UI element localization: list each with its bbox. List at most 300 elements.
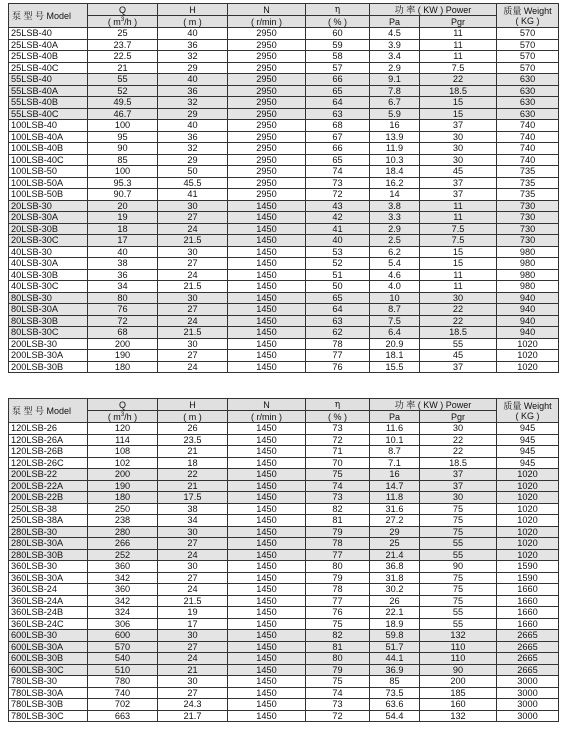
cell-flow: 540	[88, 653, 158, 665]
cell-model: 200LSB-30	[9, 338, 88, 350]
cell-head: 27	[158, 350, 228, 362]
cell-head: 36	[158, 131, 228, 143]
cell-flow: 780	[88, 676, 158, 688]
cell-efficiency: 53	[306, 246, 370, 258]
cell-efficiency: 79	[306, 664, 370, 676]
cell-flow: 324	[88, 607, 158, 619]
cell-speed: 2950	[228, 39, 306, 51]
cell-efficiency: 77	[306, 595, 370, 607]
cell-power-pgr: 15	[420, 97, 497, 109]
cell-power-pgr: 7.5	[420, 62, 497, 74]
cell-model: 80LSB-30C	[9, 327, 88, 339]
cell-weight: 980	[497, 281, 559, 293]
cell-power-pgr: 55	[420, 607, 497, 619]
cell-weight: 570	[497, 51, 559, 63]
cell-speed: 1450	[228, 641, 306, 653]
cell-model: 360LSB-24A	[9, 595, 88, 607]
cell-model: 20LSB-30B	[9, 223, 88, 235]
cell-flow: 342	[88, 572, 158, 584]
table-row	[9, 51, 559, 63]
cell-head: 24	[158, 315, 228, 327]
cell-power-pa: 29	[370, 526, 420, 538]
cell-power-pa: 5.9	[370, 108, 420, 120]
table-row	[9, 315, 559, 327]
cell-power-pa: 14.7	[370, 480, 420, 492]
cell-flow: 510	[88, 664, 158, 676]
cell-power-pa: 8.7	[370, 304, 420, 316]
cell-model: 55LSB-40C	[9, 108, 88, 120]
cell-model: 100LSB-50	[9, 166, 88, 178]
cell-flow: 342	[88, 595, 158, 607]
cell-speed: 1450	[228, 699, 306, 711]
cell-weight: 2665	[497, 641, 559, 653]
cell-efficiency: 74	[306, 166, 370, 178]
cell-speed: 2950	[228, 97, 306, 109]
cell-power-pa: 63.6	[370, 699, 420, 711]
cell-head: 17.5	[158, 492, 228, 504]
col-header-weight	[497, 4, 559, 28]
cell-power-pa: 2.9	[370, 223, 420, 235]
cell-power-pgr: 37	[420, 480, 497, 492]
cell-power-pgr: 22	[420, 434, 497, 446]
col-header-pa	[370, 16, 420, 28]
cell-efficiency: 65	[306, 154, 370, 166]
cell-flow: 68	[88, 327, 158, 339]
table-row	[9, 166, 559, 178]
cell-power-pa: 16	[370, 120, 420, 132]
cell-power-pgr: 22	[420, 315, 497, 327]
cell-model: 360LSB-24C	[9, 618, 88, 630]
cell-weight: 1020	[497, 538, 559, 550]
cell-model: 280LSB-30A	[9, 538, 88, 550]
cell-efficiency: 73	[306, 423, 370, 435]
header-text: H	[189, 4, 196, 15]
cell-weight: 1660	[497, 607, 559, 619]
cell-head: 18	[158, 457, 228, 469]
cell-head: 21.5	[158, 235, 228, 247]
table-row	[9, 618, 559, 630]
cell-head: 29	[158, 108, 228, 120]
cell-model: 40LSB-30C	[9, 281, 88, 293]
cell-efficiency: 66	[306, 74, 370, 86]
cell-weight: 980	[497, 258, 559, 270]
cell-weight: 740	[497, 120, 559, 132]
cell-efficiency: 52	[306, 258, 370, 270]
cell-efficiency: 66	[306, 143, 370, 155]
cell-speed: 1450	[228, 292, 306, 304]
cell-weight: 945	[497, 423, 559, 435]
cell-weight: 1020	[497, 515, 559, 527]
cell-head: 24	[158, 361, 228, 373]
cell-efficiency: 62	[306, 327, 370, 339]
cell-efficiency: 64	[306, 97, 370, 109]
cell-model: 200LSB-30A	[9, 350, 88, 362]
table-row	[9, 223, 559, 235]
cell-efficiency: 75	[306, 469, 370, 481]
cell-power-pa: 31.6	[370, 503, 420, 515]
cell-power-pa: 18.9	[370, 618, 420, 630]
cell-power-pa: 36.8	[370, 561, 420, 573]
cell-flow: 250	[88, 503, 158, 515]
cell-efficiency: 81	[306, 641, 370, 653]
cell-power-pgr: 37	[420, 177, 497, 189]
table-row	[9, 143, 559, 155]
table-row	[9, 189, 559, 201]
cell-model: 120LSB-26B	[9, 446, 88, 458]
cell-head: 50	[158, 166, 228, 178]
cell-weight: 1660	[497, 584, 559, 596]
cell-model: 40LSB-30	[9, 246, 88, 258]
header-text: Pgr	[451, 16, 466, 27]
cell-efficiency: 79	[306, 572, 370, 584]
cell-power-pa: 7.8	[370, 85, 420, 97]
cell-head: 30	[158, 561, 228, 573]
cell-flow: 280	[88, 526, 158, 538]
col-header-pgr	[420, 16, 497, 28]
cell-power-pa: 14	[370, 189, 420, 201]
cell-power-pa: 18.1	[370, 350, 420, 362]
cell-power-pgr: 110	[420, 641, 497, 653]
cell-head: 30	[158, 292, 228, 304]
cell-weight: 730	[497, 212, 559, 224]
cell-power-pa: 6.2	[370, 246, 420, 258]
cell-weight: 740	[497, 154, 559, 166]
cell-flow: 18	[88, 223, 158, 235]
cell-model: 250LSB-38A	[9, 515, 88, 527]
cell-power-pgr: 75	[420, 503, 497, 515]
cell-flow: 252	[88, 549, 158, 561]
col-header-h	[158, 4, 228, 16]
col-header-q	[88, 399, 158, 411]
cell-power-pgr: 37	[420, 189, 497, 201]
cell-flow: 76	[88, 304, 158, 316]
cell-flow: 570	[88, 641, 158, 653]
cell-speed: 1450	[228, 350, 306, 362]
table-row	[9, 515, 559, 527]
cell-model: 100LSB-40	[9, 120, 88, 132]
col-header-power	[370, 399, 497, 411]
cell-head: 36	[158, 85, 228, 97]
cell-weight: 1020	[497, 338, 559, 350]
cell-efficiency: 59	[306, 39, 370, 51]
table-row	[9, 292, 559, 304]
cell-weight: 1020	[497, 361, 559, 373]
cell-weight: 1020	[497, 480, 559, 492]
cell-speed: 1450	[228, 480, 306, 492]
header-text: η	[334, 399, 341, 410]
cell-power-pa: 8.7	[370, 446, 420, 458]
cell-speed: 1450	[228, 281, 306, 293]
header-text: 功 率 ( KW ) Power	[394, 399, 472, 410]
cell-power-pgr: 11	[420, 269, 497, 281]
cell-power-pgr: 30	[420, 143, 497, 155]
cell-power-pa: 10	[370, 292, 420, 304]
cell-flow: 200	[88, 469, 158, 481]
cell-model: 120LSB-26C	[9, 457, 88, 469]
cell-speed: 2950	[228, 28, 306, 40]
cell-power-pgr: 18.5	[420, 85, 497, 97]
cell-flow: 40	[88, 246, 158, 258]
cell-speed: 1450	[228, 503, 306, 515]
table-row	[9, 699, 559, 711]
cell-speed: 1450	[228, 607, 306, 619]
cell-efficiency: 75	[306, 676, 370, 688]
cell-flow: 22.5	[88, 51, 158, 63]
table-row	[9, 630, 559, 642]
table-row	[9, 595, 559, 607]
cell-power-pgr: 37	[420, 361, 497, 373]
header-text: Pa	[388, 16, 400, 27]
cell-weight: 1020	[497, 350, 559, 362]
cell-power-pa: 10.3	[370, 154, 420, 166]
cell-power-pgr: 110	[420, 653, 497, 665]
table-body-1	[9, 28, 559, 373]
cell-efficiency: 75	[306, 618, 370, 630]
cell-power-pgr: 30	[420, 154, 497, 166]
cell-efficiency: 63	[306, 108, 370, 120]
cell-power-pa: 2.5	[370, 235, 420, 247]
cell-weight: 740	[497, 143, 559, 155]
cell-flow: 46.7	[88, 108, 158, 120]
cell-power-pa: 31.8	[370, 572, 420, 584]
cell-power-pgr: 18.5	[420, 327, 497, 339]
header-text: Pgr	[451, 411, 466, 422]
cell-flow: 90	[88, 143, 158, 155]
cell-power-pgr: 30	[420, 492, 497, 504]
cell-flow: 21	[88, 62, 158, 74]
cell-head: 40	[158, 120, 228, 132]
cell-speed: 1450	[228, 664, 306, 676]
cell-model: 280LSB-30	[9, 526, 88, 538]
cell-efficiency: 58	[306, 51, 370, 63]
cell-head: 21	[158, 446, 228, 458]
cell-flow: 17	[88, 235, 158, 247]
cell-model: 25LSB-40B	[9, 51, 88, 63]
table-row	[9, 434, 559, 446]
cell-power-pa: 16	[370, 469, 420, 481]
cell-efficiency: 68	[306, 120, 370, 132]
cell-head: 30	[158, 676, 228, 688]
cell-flow: 200	[88, 338, 158, 350]
cell-power-pa: 3.9	[370, 39, 420, 51]
cell-efficiency: 40	[306, 235, 370, 247]
cell-weight: 2665	[497, 664, 559, 676]
cell-power-pgr: 11	[420, 281, 497, 293]
cell-weight: 735	[497, 166, 559, 178]
cell-head: 21.7	[158, 710, 228, 722]
cell-flow: 102	[88, 457, 158, 469]
cell-power-pgr: 7.5	[420, 235, 497, 247]
cell-flow: 49.5	[88, 97, 158, 109]
cell-power-pgr: 11	[420, 28, 497, 40]
cell-power-pa: 16.2	[370, 177, 420, 189]
cell-head: 21.5	[158, 281, 228, 293]
header-text: η	[334, 4, 341, 15]
header-text: 质量 Weight	[503, 400, 552, 411]
cell-flow: 120	[88, 423, 158, 435]
col-unit-h	[158, 411, 228, 423]
cell-power-pa: 30.2	[370, 584, 420, 596]
cell-power-pgr: 11	[420, 212, 497, 224]
cell-head: 24.3	[158, 699, 228, 711]
cell-head: 24	[158, 549, 228, 561]
table-row	[9, 338, 559, 350]
header-text: Pa	[388, 411, 400, 422]
cell-power-pa: 4.6	[370, 269, 420, 281]
col-header-model	[9, 399, 88, 423]
cell-power-pa: 44.1	[370, 653, 420, 665]
table-row	[9, 526, 559, 538]
cell-head: 41	[158, 189, 228, 201]
cell-power-pgr: 55	[420, 549, 497, 561]
col-header-power	[370, 4, 497, 16]
cell-model: 780LSB-30C	[9, 710, 88, 722]
cell-power-pa: 6.4	[370, 327, 420, 339]
cell-flow: 80	[88, 292, 158, 304]
cell-power-pgr: 75	[420, 526, 497, 538]
cell-model: 600LSB-30A	[9, 641, 88, 653]
cell-speed: 1450	[228, 246, 306, 258]
cell-flow: 25	[88, 28, 158, 40]
cell-model: 360LSB-30	[9, 561, 88, 573]
cell-efficiency: 65	[306, 85, 370, 97]
cell-head: 40	[158, 28, 228, 40]
cell-head: 21	[158, 664, 228, 676]
cell-power-pa: 4.5	[370, 28, 420, 40]
table-row	[9, 74, 559, 86]
cell-head: 27	[158, 212, 228, 224]
header-text: ( r/min )	[251, 16, 282, 27]
cell-head: 29	[158, 154, 228, 166]
cell-model: 200LSB-22	[9, 469, 88, 481]
header-text: ( m )	[183, 411, 202, 422]
cell-efficiency: 41	[306, 223, 370, 235]
cell-head: 32	[158, 97, 228, 109]
header-text: ( m	[107, 16, 121, 27]
table-row	[9, 480, 559, 492]
cell-power-pa: 51.7	[370, 641, 420, 653]
cell-model: 780LSB-30A	[9, 687, 88, 699]
cell-efficiency: 81	[306, 515, 370, 527]
cell-speed: 1450	[228, 572, 306, 584]
cell-speed: 1450	[228, 423, 306, 435]
col-header-n	[228, 399, 306, 411]
cell-model: 360LSB-24B	[9, 607, 88, 619]
cell-model: 40LSB-30A	[9, 258, 88, 270]
cell-flow: 20	[88, 200, 158, 212]
cell-model: 20LSB-30C	[9, 235, 88, 247]
cell-flow: 100	[88, 120, 158, 132]
cell-efficiency: 70	[306, 457, 370, 469]
cell-weight: 570	[497, 62, 559, 74]
cell-efficiency: 60	[306, 28, 370, 40]
cell-power-pa: 3.4	[370, 51, 420, 63]
cell-speed: 1450	[228, 492, 306, 504]
cell-power-pgr: 22	[420, 304, 497, 316]
cell-power-pgr: 75	[420, 595, 497, 607]
cell-power-pgr: 15	[420, 246, 497, 258]
cell-model: 360LSB-24	[9, 584, 88, 596]
cell-head: 32	[158, 51, 228, 63]
cell-speed: 1450	[228, 549, 306, 561]
cell-flow: 52	[88, 85, 158, 97]
cell-speed: 1450	[228, 304, 306, 316]
cell-model: 200LSB-30B	[9, 361, 88, 373]
cell-power-pgr: 75	[420, 584, 497, 596]
cell-model: 200LSB-22A	[9, 480, 88, 492]
cell-power-pgr: 37	[420, 120, 497, 132]
cell-power-pa: 26	[370, 595, 420, 607]
cell-model: 20LSB-30	[9, 200, 88, 212]
cell-weight: 945	[497, 457, 559, 469]
cell-head: 21.5	[158, 327, 228, 339]
cell-head: 27	[158, 538, 228, 550]
cell-flow: 266	[88, 538, 158, 550]
table-row	[9, 676, 559, 688]
cell-efficiency: 72	[306, 189, 370, 201]
cell-efficiency: 72	[306, 434, 370, 446]
cell-weight: 735	[497, 189, 559, 201]
cell-speed: 2950	[228, 166, 306, 178]
cell-speed: 1450	[228, 526, 306, 538]
cell-efficiency: 82	[306, 503, 370, 515]
cell-speed: 1450	[228, 584, 306, 596]
cell-speed: 2950	[228, 62, 306, 74]
cell-model: 200LSB-22B	[9, 492, 88, 504]
table-row	[9, 503, 559, 515]
cell-power-pgr: 11	[420, 39, 497, 51]
cell-model: 25LSB-40	[9, 28, 88, 40]
cell-model: 280LSB-30B	[9, 549, 88, 561]
table-row	[9, 97, 559, 109]
table-row	[9, 607, 559, 619]
cell-efficiency: 73	[306, 492, 370, 504]
cell-power-pgr: 30	[420, 292, 497, 304]
cell-weight: 1020	[497, 469, 559, 481]
cell-weight: 740	[497, 131, 559, 143]
cell-head: 27	[158, 258, 228, 270]
cell-speed: 2950	[228, 120, 306, 132]
table-row	[9, 641, 559, 653]
table-row	[9, 361, 559, 373]
cell-speed: 2950	[228, 131, 306, 143]
col-unit-n	[228, 411, 306, 423]
cell-efficiency: 82	[306, 630, 370, 642]
cell-head: 27	[158, 641, 228, 653]
cell-efficiency: 64	[306, 304, 370, 316]
table-row	[9, 664, 559, 676]
col-header-pa	[370, 411, 420, 423]
cell-weight: 730	[497, 235, 559, 247]
cell-flow: 663	[88, 710, 158, 722]
col-unit-eta	[306, 16, 370, 28]
table-row	[9, 154, 559, 166]
cell-power-pa: 7.5	[370, 315, 420, 327]
table-row	[9, 269, 559, 281]
pump-spec-table-1	[8, 3, 559, 373]
cell-flow: 114	[88, 434, 158, 446]
cell-power-pa: 22.1	[370, 607, 420, 619]
cell-efficiency: 42	[306, 212, 370, 224]
cell-power-pa: 18.4	[370, 166, 420, 178]
cell-flow: 180	[88, 361, 158, 373]
table-row	[9, 28, 559, 40]
cell-speed: 2950	[228, 154, 306, 166]
table-row	[9, 200, 559, 212]
cell-head: 24	[158, 269, 228, 281]
cell-model: 80LSB-30	[9, 292, 88, 304]
cell-flow: 100	[88, 166, 158, 178]
